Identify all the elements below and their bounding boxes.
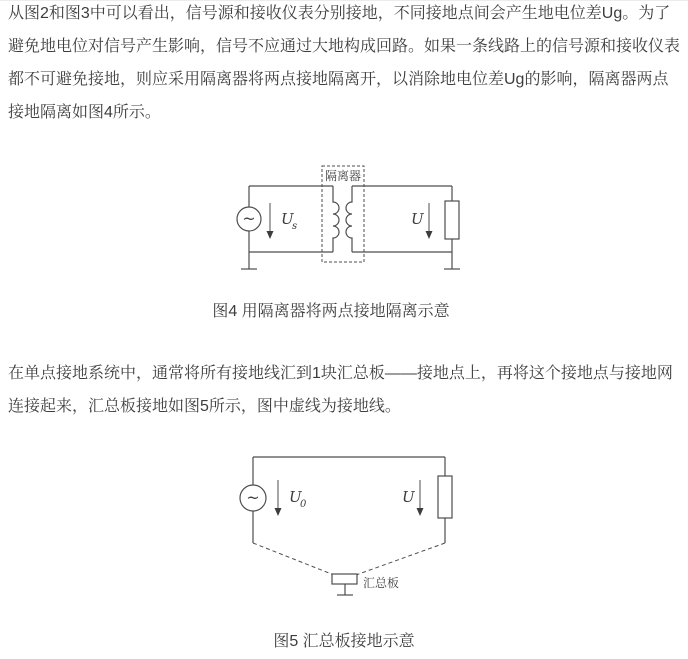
transformer-secondary-coil-icon (346, 186, 352, 252)
source-voltage-arrow-icon (275, 480, 282, 516)
figure5-busbar-grounding-diagram (0, 446, 688, 611)
ac-source-icon (237, 207, 261, 231)
ground-wire-dashed-right (356, 543, 445, 575)
transformer-primary-coil-icon (333, 186, 339, 252)
source-voltage-label: U (281, 210, 294, 228)
source-voltage-subscript: s (292, 221, 298, 232)
source-voltage-label: U (289, 488, 302, 506)
source-voltage-subscript: 0 (300, 499, 307, 510)
load-voltage-arrow-icon (426, 203, 433, 239)
load-voltage-arrow-icon (417, 480, 424, 516)
load-resistor-icon (438, 476, 452, 518)
figure4-isolation-circuit-diagram (0, 151, 688, 291)
figure4-caption: 图4 用隔离器将两点接地隔离示意 (212, 303, 450, 320)
source-voltage-arrow-icon (267, 203, 274, 239)
busbar-icon (332, 574, 357, 584)
body-paragraph-1: 从图2和图3中可以看出，信号源和接收仪表分别接地，不同接地点间会产生地电位差Ug。为了避免地电位对信号产生影响，信号不应通过大地构成回路。如果一条线路上的信号源和接收仪表都不可避免接地，则应采用隔离器将两点接地隔离开，以消除地电位差Ug的影响，隔离器两点接地隔离如图4所示。 (8, 5, 681, 121)
load-voltage-label: U (402, 488, 415, 506)
ground-wire-dashed-left (253, 543, 334, 575)
isolator-label: 隔离器 (324, 169, 362, 183)
ac-source-icon (240, 485, 266, 511)
ac-source-symbol: ~ (242, 209, 256, 228)
figure5-caption: 图5 汇总板接地示意 (273, 633, 415, 650)
load-resistor-icon (445, 201, 459, 239)
load-voltage-label: U (411, 210, 424, 228)
ac-source-symbol: ~ (246, 488, 260, 507)
body-paragraph-2: 在单点接地系统中，通常将所有接地线汇到1块汇总板——接地点上，再将这个接地点与接地网连接起来，汇总板接地如图5所示，图中虚线为接地线。 (8, 365, 673, 415)
busbar-label: 汇总板 (363, 576, 400, 590)
